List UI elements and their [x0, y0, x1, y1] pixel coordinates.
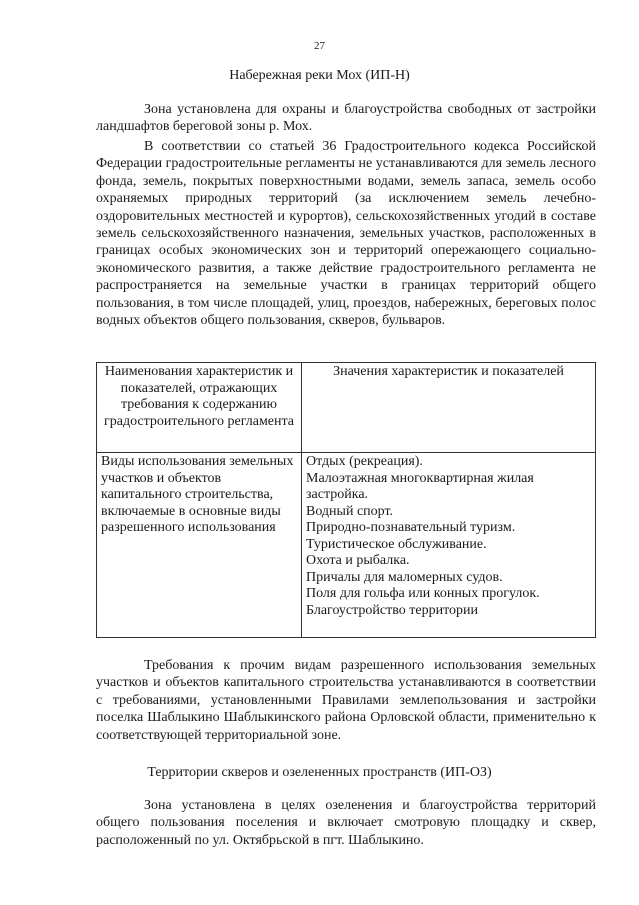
list-item: Малоэтажная многоквартирная жилая застройка.	[306, 470, 534, 502]
table-row	[97, 453, 596, 638]
paragraph-text: В соответствии со статьей 36 Градостроительного кодекса Российской Федерации градостроительные регламенты не устанавливаются для земель лесного фонда, земель, покрытых поверхностными водами, земель запаса, земель особо охраняемых природных территорий (за исключением земель лечебно-оздоровительных местностей и курортов), сельскохозяйственных угодий в составе земель сельскохозяйственного назначения, земельных участков, расположенных в границах особых экономических зон и территорий опережающего социально-экономического развития, а также действие градостроительного регламента не распространяется на земельные участки в границах территорий общего пользования, в том числе площадей, улиц, проездов, набережных, береговых полос водных объектов общего пользования, скверов, бульваров.	[96, 139, 596, 329]
page-number: 27	[314, 40, 325, 52]
section-title-riverside: Набережная реки Мох (ИП-Н)	[229, 68, 410, 83]
list-item: Отдых (рекреация).	[306, 454, 423, 469]
table-values-cell	[302, 453, 596, 638]
table-header-row	[97, 363, 596, 453]
list-item: Охота и рыбалка.	[306, 553, 410, 568]
paragraph-text: Зона установлена в целях озеленения и благоустройства территорий общего пользования поселения и включает смотровую площадку и сквер, расположенный по ул. Октябрьской в пгт. Шаблыкино.	[96, 798, 596, 848]
list-item: Поля для гольфа или конных прогулок.	[306, 586, 540, 601]
paragraph-squares-zone	[96, 797, 596, 849]
paragraph-other-uses	[96, 657, 596, 744]
list-item: Водный спорт.	[306, 503, 394, 519]
paragraph-text: Требования к прочим видам разрешенного использования земельных участков и объектов капитального строительства устанавливаются в соответствии с требованиями, установленными Правилами землепользования и застройки поселка Шаблыкино Шаблыкинского района Орловской области, применительно к соответствующей территориальной зоне.	[96, 658, 596, 743]
section-title-squares: Территории скверов и озелененных пространств (ИП-ОЗ)	[147, 765, 492, 780]
list-item: Туристическое обслуживание.	[306, 536, 487, 552]
table-row-label: Виды использования земельных участков и объектов капитального строительства, включаемые в основные виды разрешенного использования	[97, 453, 302, 638]
table-header-right: Значения характеристик и показателей	[302, 363, 596, 453]
list-item: Причалы для маломерных судов.	[306, 569, 503, 585]
table-header-left: Наименования характеристик и показателей, отражающих требования к содержанию градостроительного регламента	[97, 363, 302, 453]
paragraph-text: Зона установлена для охраны и благоустройства свободных от застройки ландшафтов береговой зоны р. Мох.	[96, 102, 596, 135]
list-item: Природно-познавательный туризм.	[306, 520, 516, 535]
paragraph-zone-purpose	[96, 101, 596, 136]
regulation-table	[96, 362, 596, 638]
paragraph-legal-basis	[96, 138, 596, 329]
list-item: Благоустройство территории	[306, 602, 478, 618]
